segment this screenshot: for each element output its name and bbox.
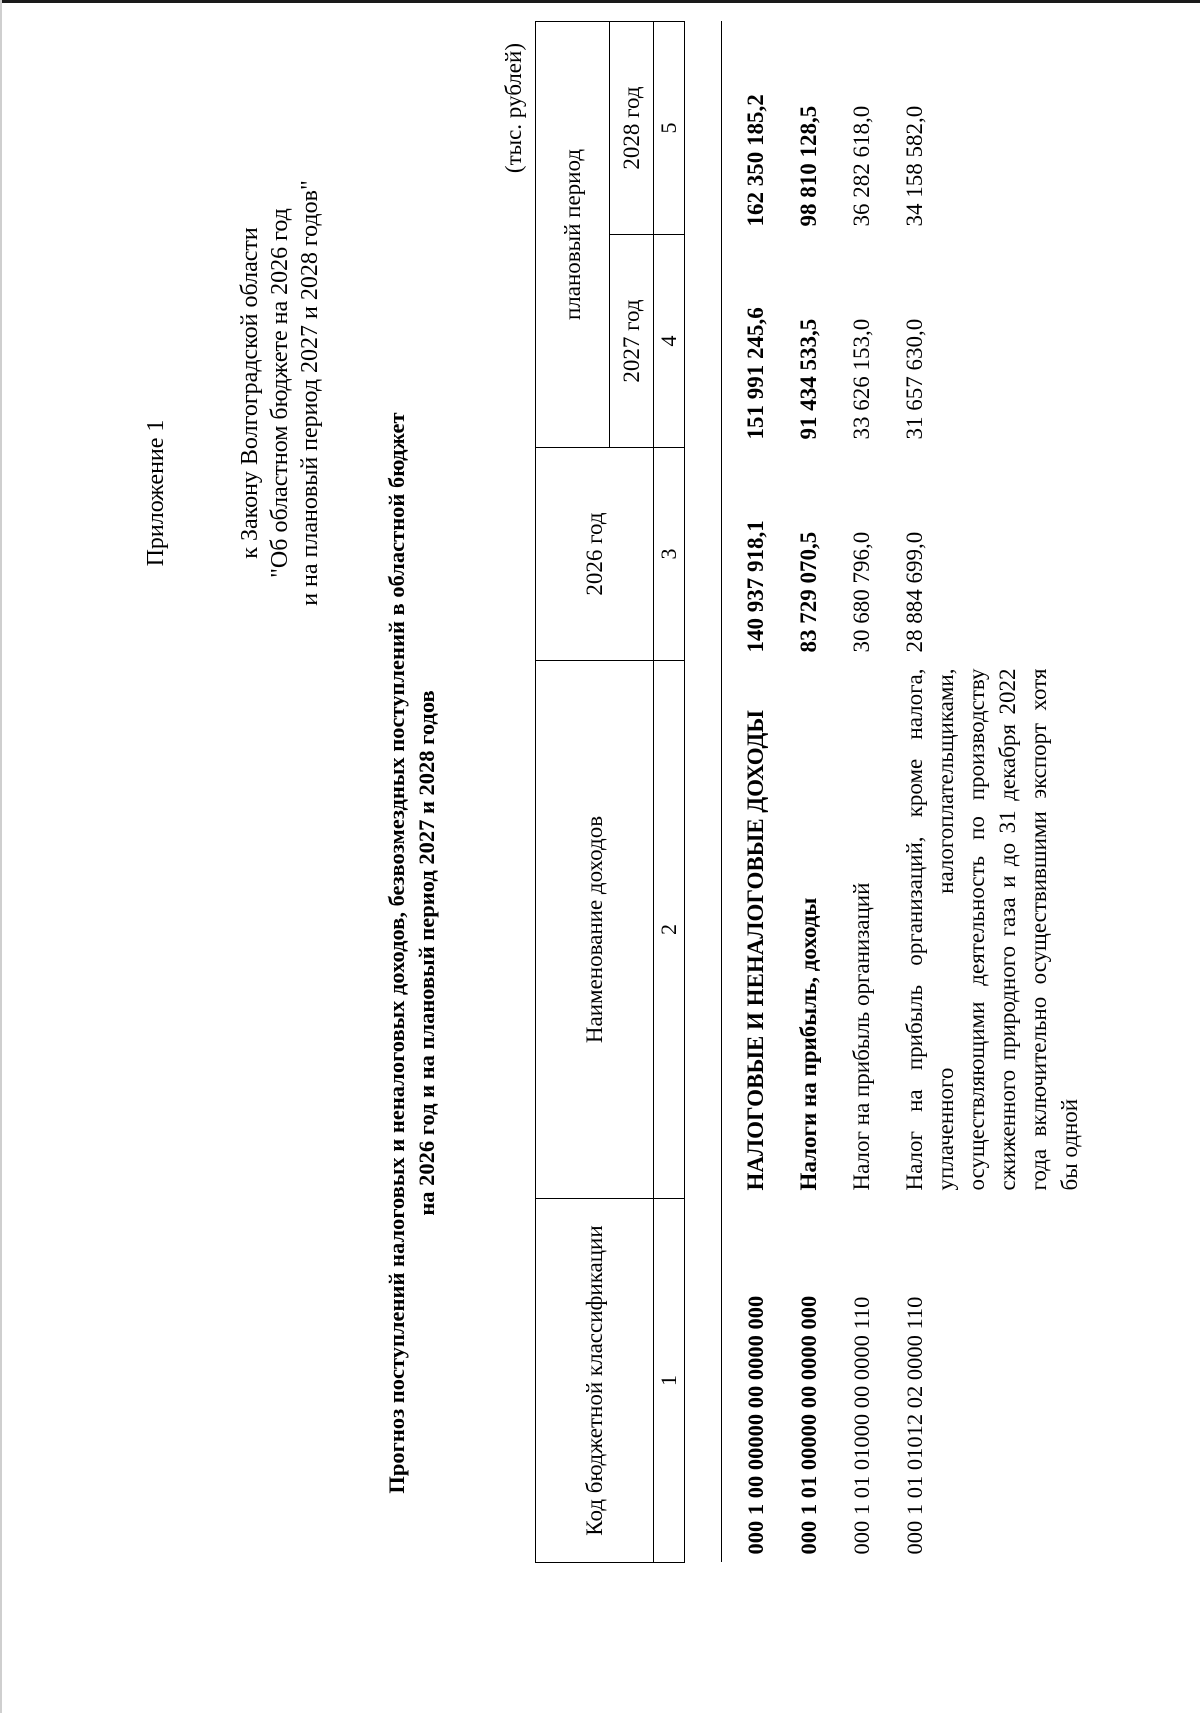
- row-value-2028: 36 282 618,0: [849, 105, 874, 227]
- row-value-2026: 30 680 796,0: [849, 531, 874, 653]
- row-value-2026: 83 729 070,5: [796, 531, 821, 653]
- table-row: [881, 21, 1089, 1562]
- row-value-2027: 31 657 630,0: [902, 318, 927, 440]
- row-name: Налоги на прибыль, доходы: [796, 897, 821, 1191]
- header-name: Наименование доходов: [536, 661, 654, 1199]
- header-2027: 2027 год: [610, 235, 654, 448]
- row-value-2027: 151 991 245,6: [743, 307, 768, 440]
- row-code: 000 1 01 01000 00 0000 110: [849, 1296, 874, 1555]
- table-row: [775, 21, 828, 1562]
- column-number: 5: [654, 21, 685, 234]
- row-code: 000 1 01 01012 02 0000 110: [902, 1296, 927, 1555]
- row-value-2028: 34 158 582,0: [902, 105, 927, 227]
- units-label: (тыс. рублей): [501, 43, 526, 174]
- title-line: на 2026 год и на плановый период 2027 и 2028 годов: [414, 690, 439, 1216]
- annex-ref-line: "Об областном бюджете на 2026 год: [267, 208, 293, 578]
- table-row: [722, 21, 776, 1562]
- row-value-2028: 98 810 128,5: [796, 105, 821, 227]
- row-code: 000 1 01 00000 00 0000 000: [796, 1295, 821, 1555]
- document-title: [382, 393, 442, 1513]
- row-name: НАЛОГОВЫЕ И НЕНАЛОГОВЫЕ ДОХОДЫ: [743, 710, 768, 1191]
- row-name: Налог на прибыль организаций, кроме налога, уплаченного налогоплательщиками, осуществляющими деятельность по производству сжиженного природного газа и до 31 декабря 2022 года включительно осуществившими экспорт хотя бы одной: [902, 668, 1082, 1191]
- row-value-2027: 33 626 153,0: [849, 318, 874, 440]
- row-value-2026: 28 884 699,0: [902, 531, 927, 653]
- column-number: 4: [654, 235, 685, 448]
- annex-ref-line: и на плановый период 2027 и 2028 годов": [297, 180, 323, 606]
- column-number: 2: [654, 661, 685, 1199]
- column-number: 1: [654, 1199, 685, 1563]
- row-value-2027: 91 434 533,5: [796, 318, 821, 440]
- row-name: Налог на прибыль организаций: [849, 882, 874, 1191]
- revenue-table: [535, 21, 1089, 1563]
- header-2026: 2026 год: [536, 448, 654, 661]
- header-code: Код бюджетной классификации: [536, 1199, 654, 1563]
- column-number: 3: [654, 448, 685, 661]
- row-value-2026: 140 937 918,1: [743, 520, 768, 653]
- header-plan-period: плановый период: [536, 21, 610, 447]
- row-code: 000 1 00 00000 00 0000 000: [743, 1295, 768, 1555]
- header-2028: 2028 год: [610, 21, 654, 234]
- annex-label: Приложение 1: [143, 419, 169, 567]
- annex-ref-line: к Закону Волгоградской области: [237, 227, 263, 559]
- row-value-2028: 162 350 185,2: [743, 94, 768, 227]
- table-row: [828, 21, 881, 1562]
- title-line: Прогноз поступлений налоговых и неналоговых доходов, безвозмездных поступлений в областной бюджет: [384, 412, 409, 1494]
- annex-reference: [235, 103, 325, 683]
